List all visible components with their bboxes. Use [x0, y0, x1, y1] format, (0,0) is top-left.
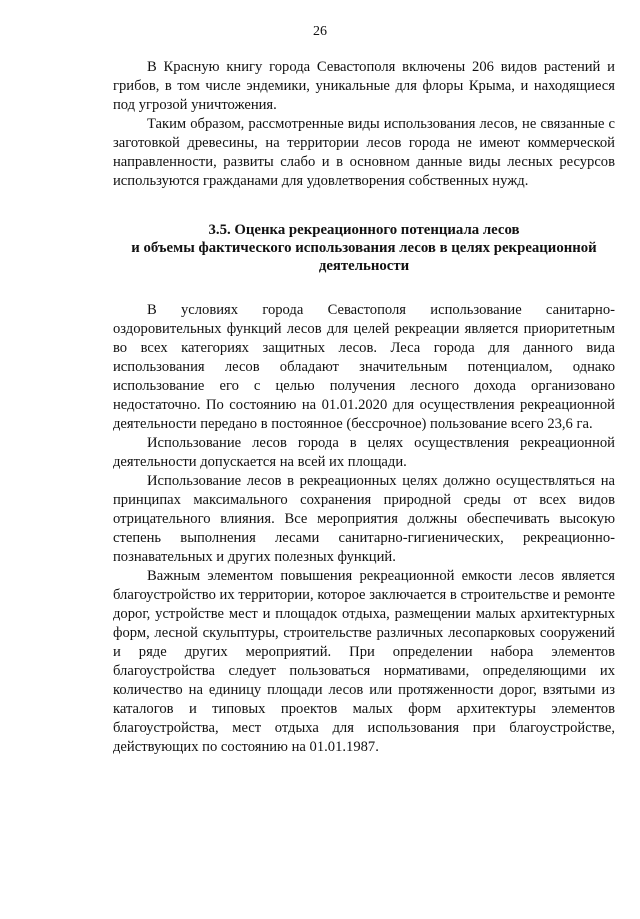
- paragraph-summary-non-timber-use: Таким образом, рассмотренные виды использования лесов, не связанные с заготовкой древесины, на территории лесов города не имеют коммерческой направленности, развиты слабо и в основном данные виды лесных ресурсов используются гражданами для удовлетворения собственных нужд.: [113, 116, 615, 189]
- paragraph-recreation-area: Использование лесов города в целях осуществления рекреационной деятельности допускается на всей их площади.: [113, 435, 615, 470]
- paragraph-recreation-principles: Использование лесов в рекреационных целях должно осуществляться на принципах максимального сохранения природной среды от всех видов отрицательного влияния. Все мероприятия должны обеспечивать высокую степень выполнения лесами санитарно-гигиенических, рекреационно-познавательных и других полезных функций.: [113, 473, 615, 565]
- paragraph-recreation-priority: В условиях города Севастополя использование санитарно-оздоровительных функций лесов для целей рекреации является приоритетным во всех категориях защитных лесов. Леса города для данного вида использования лесов обладают значительным потенциалом, однако использование его с целью получения лесного дохода организовано недостаточно. По состоянию на 01.01.2020 для осуществления рекреационной деятельности передано в постоянное (бессрочное) пользование всего 23,6 га.: [113, 302, 615, 432]
- section-heading-line-2: и объемы фактического использования лесов в целях рекреационной: [131, 240, 597, 256]
- section-heading-line-3: деятельности: [318, 258, 410, 274]
- section-heading: [113, 221, 615, 275]
- page-number: 26: [313, 24, 327, 39]
- paragraph-landscaping: Важным элементом повышения рекреационной емкости лесов является благоустройство их территории, которое заключается в строительстве и ремонте дорог, устройстве мест и площадок отдыха, размещении малых архитектурных форм, лесной скульптуры, строительстве различных лесопарковых сооружений и ряде других мероприятий. При определении набора элементов благоустройства следует пользоваться нормативами, определяющими их количество на единицу площади лесов или протяженности дорог, взятыми из каталогов и типовых проектов малых форм архитектуры элементов благоустройства, мест отдыха для использования при благоустройстве, действующих по состоянию на 01.01.1987.: [113, 568, 615, 755]
- section-heading-line-1: 3.5. Оценка рекреационного потенциала лесов: [208, 222, 520, 238]
- document-body: [113, 58, 615, 757]
- paragraph-red-book: В Красную книгу города Севастополя включены 206 видов растений и грибов, в том числе эндемики, уникальные для флоры Крыма, и находящиеся под угрозой уничтожения.: [113, 59, 615, 113]
